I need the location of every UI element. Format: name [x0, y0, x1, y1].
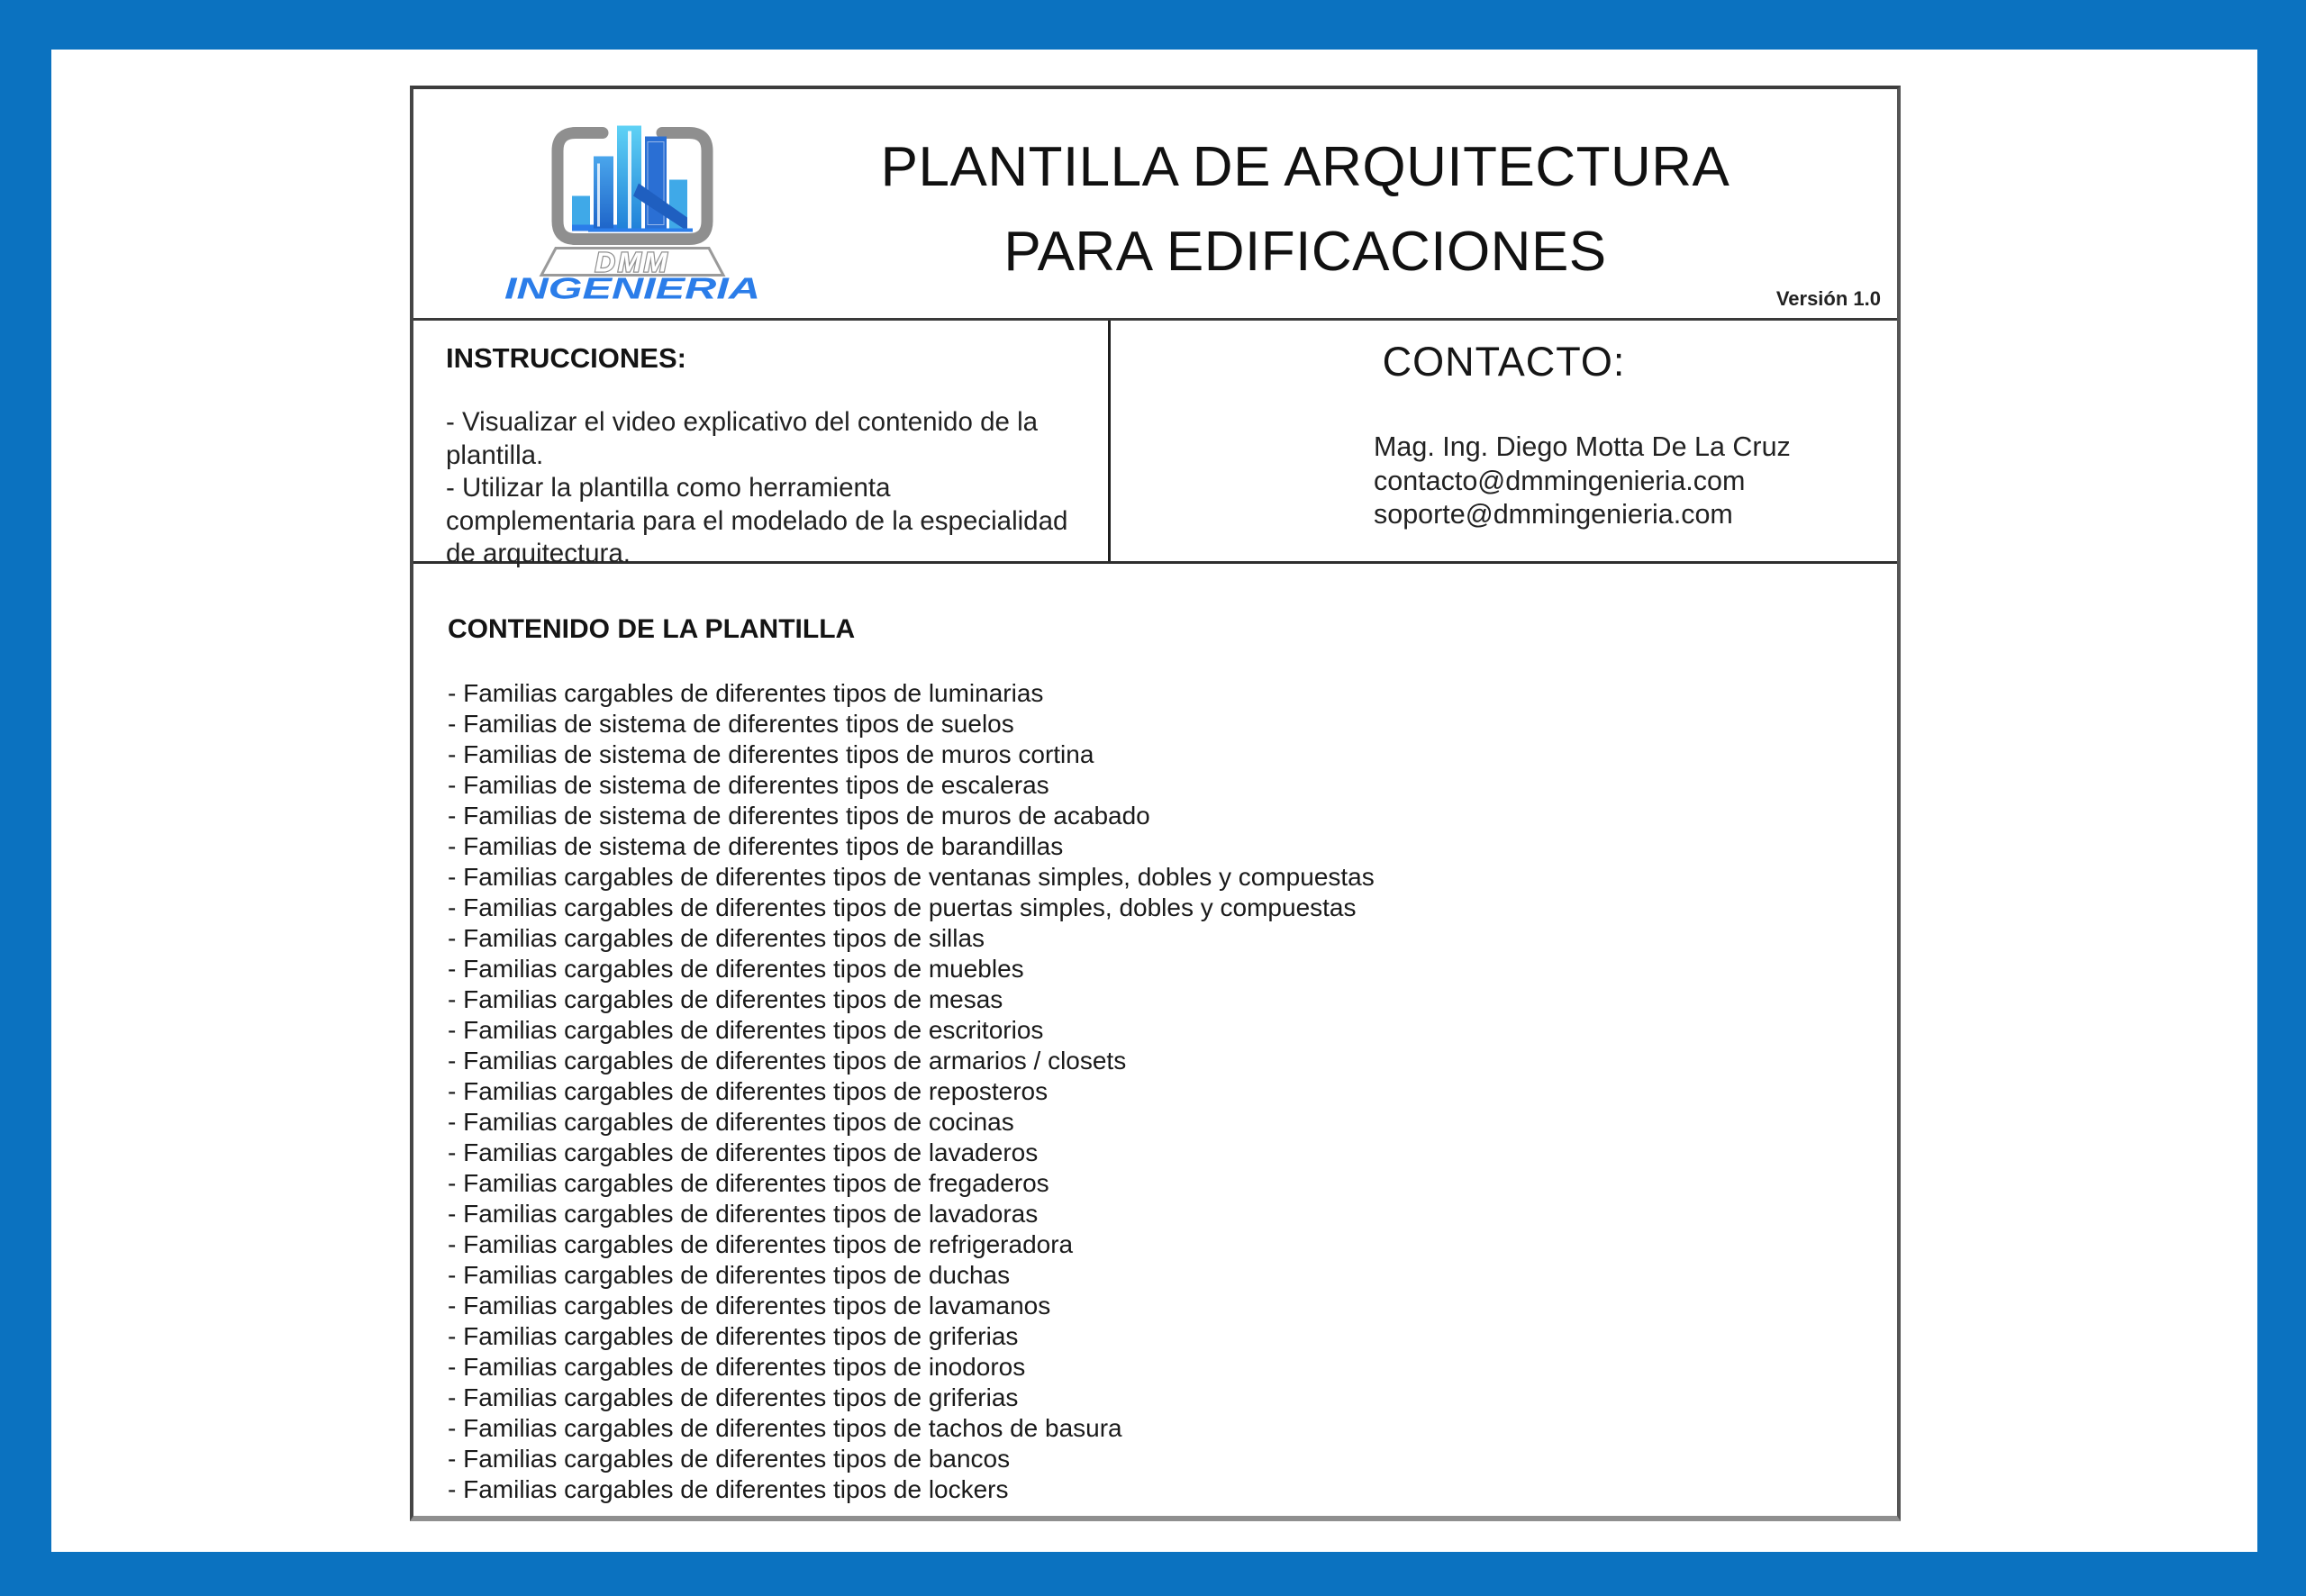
- ingenieria-wordmark: INGENIERIA: [504, 271, 760, 304]
- document-page: [51, 50, 2257, 1552]
- contact-heading: CONTACTO:: [1382, 339, 1626, 385]
- page-title: [810, 125, 1801, 295]
- content-list-item: - Familias cargables de diferentes tipos de armarios / closets: [448, 1047, 1127, 1075]
- content-list-item: - Familias cargables de diferentes tipos de lavaderos: [448, 1138, 1039, 1166]
- content-list-item: - Familias cargables de diferentes tipos de luminarias: [448, 679, 1044, 707]
- content-list-item: - Familias cargables de diferentes tipos de duchas: [448, 1261, 1011, 1289]
- version-label: Versión 1.0: [1775, 287, 1881, 310]
- content-list-item: - Familias cargables de diferentes tipos de tachos de basura: [448, 1414, 1122, 1442]
- content-list-item: - Familias cargables de diferentes tipos de fregaderos: [448, 1169, 1049, 1197]
- header-section: [413, 89, 1897, 321]
- content-list-item: - Familias cargables de diferentes tipos de muebles: [448, 955, 1024, 983]
- content-section: [413, 564, 1897, 1510]
- content-list-item: - Familias cargables de diferentes tipos de ventanas simples, dobles y compuestas: [448, 863, 1375, 891]
- content-list-item: - Familias cargables de diferentes tipos de reposteros: [448, 1077, 1049, 1105]
- content-list-item: - Familias cargables de diferentes tipos de cocinas: [448, 1108, 1014, 1136]
- instructions-cell: [413, 321, 1111, 568]
- content-list-item: - Familias cargables de diferentes tipos de lockers: [448, 1475, 1009, 1503]
- instructions-list: [446, 406, 1082, 571]
- dmm-logo: [502, 113, 763, 304]
- buildings-icon: [572, 126, 693, 232]
- contact-line: contacto@dmmingenieria.com: [1374, 465, 1746, 496]
- instruction-item: - Utilizar la plantilla como herramienta complementaria para el modelado de la especialidad de arquitectura.: [446, 473, 1068, 568]
- info-row: [413, 321, 1897, 568]
- svg-text:DMM: DMM: [595, 246, 670, 278]
- page-title-line2: PARA EDIFICACIONES: [1003, 221, 1607, 283]
- content-list-item: - Familias cargables de diferentes tipos de lavamanos: [448, 1292, 1051, 1319]
- content-list-item: - Familias cargables de diferentes tipos de refrigeradora: [448, 1230, 1074, 1258]
- contact-line: Mag. Ing. Diego Motta De La Cruz: [1374, 431, 1791, 462]
- content-list-item: - Familias cargables de diferentes tipos de bancos: [448, 1445, 1011, 1473]
- content-list-item: - Familias cargables de diferentes tipos de mesas: [448, 985, 1003, 1013]
- document-table: [410, 86, 1901, 1521]
- content-list-item: - Familias cargables de diferentes tipos de sillas: [448, 924, 985, 952]
- content-list-item: - Familias cargables de diferentes tipos de inodoros: [448, 1353, 1026, 1381]
- content-list-item: - Familias de sistema de diferentes tipos de escaleras: [448, 771, 1049, 799]
- instructions-heading: INSTRUCCIONES:: [446, 342, 686, 374]
- content-list-item: - Familias de sistema de diferentes tipos de barandillas: [448, 832, 1064, 860]
- instruction-item: - Visualizar el video explicativo del contenido de la plantilla.: [446, 407, 1039, 470]
- content-list-item: - Familias cargables de diferentes tipos de lavadoras: [448, 1200, 1039, 1228]
- content-list-item: - Familias cargables de diferentes tipos de griferias: [448, 1322, 1019, 1350]
- contact-cell: [1111, 321, 1897, 561]
- contact-line: soporte@dmmingenieria.com: [1374, 499, 1733, 530]
- content-list: [448, 678, 1897, 1505]
- content-list-item: - Familias cargables de diferentes tipos de puertas simples, dobles y compuestas: [448, 893, 1357, 921]
- content-list-item: - Familias de sistema de diferentes tipos de suelos: [448, 710, 1014, 738]
- content-list-item: - Familias de sistema de diferentes tipos de muros cortina: [448, 740, 1094, 768]
- contact-lines: [1374, 431, 1897, 532]
- content-list-item: - Familias cargables de diferentes tipos de escritorios: [448, 1016, 1044, 1044]
- content-heading: CONTENIDO DE LA PLANTILLA: [448, 614, 856, 644]
- content-list-item: - Familias de sistema de diferentes tipos de muros de acabado: [448, 802, 1150, 830]
- content-list-item: - Familias cargables de diferentes tipos de griferias: [448, 1383, 1019, 1411]
- page-title-line1: PLANTILLA DE ARQUITECTURA: [880, 136, 1730, 198]
- company-logo-icon: [502, 113, 763, 304]
